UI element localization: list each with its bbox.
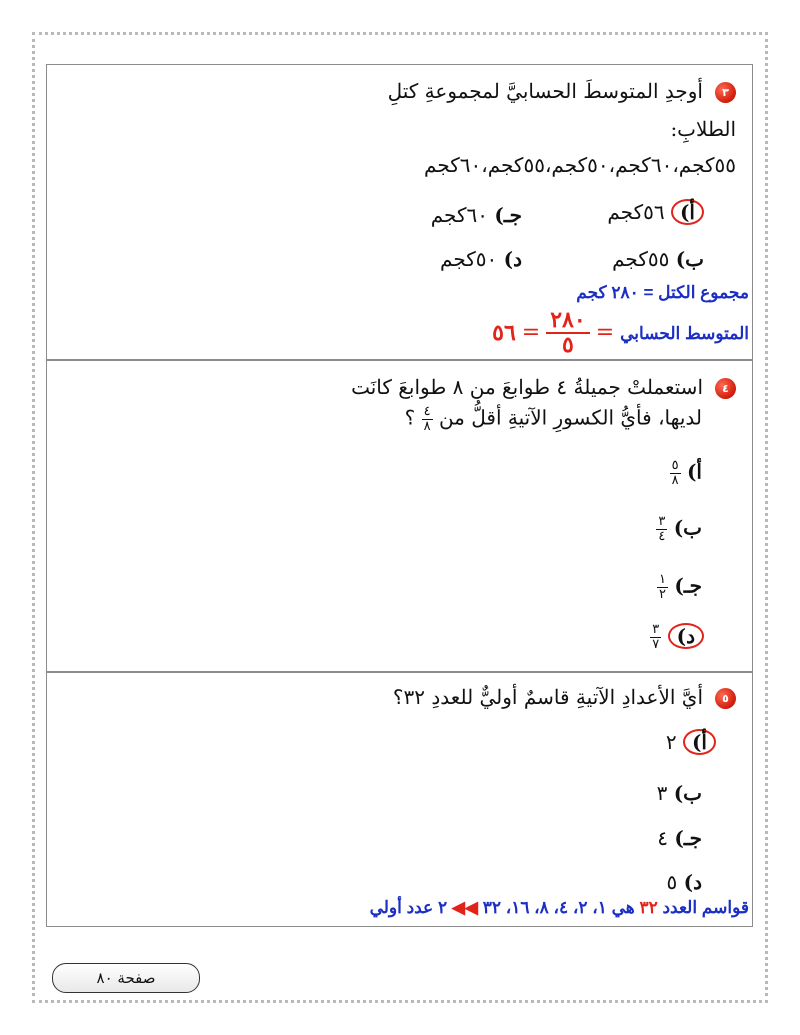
question-5-box [46,672,753,927]
q4-option-b[interactable]: ب) $\frac{٣}{٤}$ [658,514,702,544]
q5-line1: ٥أيَّ الأعدادِ الآتيةِ قاسمٌ أوليٌّ للعددِ ٣٢؟ [393,687,736,709]
q3-solution-mean: المتوسط الحسابي = ٢٨٠ ٥ = ٥٦ [492,307,749,359]
q3-option-b[interactable]: ب) ٥٥كجم [612,247,704,271]
answer-circle: د) [668,623,704,649]
q3-option-d[interactable]: د) ٥٠كجم [440,247,522,271]
page-number-tab: صفحة ٨٠ [52,963,200,993]
answer-circle: أ) [683,729,716,755]
q3-solution-sum: مجموع الكتل = ٢٨٠ كجم [576,283,749,302]
q5-option-a[interactable]: أ) ٢ [666,729,716,755]
q5-option-b[interactable]: ب) ٣ [656,781,702,805]
question-3-box [46,64,753,360]
q3-line2: الطلابِ: [670,117,736,141]
q5-option-j[interactable]: جـ) ٤ [657,826,702,850]
q5-option-d[interactable]: د) ٥ [666,870,702,894]
q3-option-j[interactable]: جـ) ٦٠كجم [430,203,522,227]
q5-solution-note: قواسم العدد ٣٢ هي ١، ٢، ٤، ٨، ١٦، ٣٢ ◀◀ ٢ عدد أولي [369,898,749,917]
double-arrow-icon: ◀◀ [451,898,478,917]
q3-line3: ٥٥كجم،٦٠كجم،٥٠كجم،٥٥كجم،٦٠كجم [424,153,736,177]
q3-number-badge: ٣ [715,82,736,103]
q4-line2: لديها، فأيُّ الكسورِ الآتيةِ أقلُّ من $\frac{٤}{٨}$ ؟ [404,404,702,434]
q5-number-badge: ٥ [715,688,736,709]
reference-fraction: $\frac{٤}{٨}$ [423,404,431,434]
q4-option-a[interactable]: أ) $\frac{٥}{٨}$ [671,458,702,488]
q4-line1: ٤استعملتْ جميلةُ ٤ طوابعَ من ٨ طوابعَ كانَت [351,377,736,399]
q4-option-d[interactable]: د) $\frac{٣}{٧}$ [650,623,704,652]
q4-option-j[interactable]: جـ) $\frac{١}{٢}$ [658,572,702,602]
q3-line1: ٣أوجدِ المتوسطَ الحسابيَّ لمجموعةِ كتلِ [388,81,736,103]
q4-number-badge: ٤ [715,378,736,399]
question-4-box [46,360,753,672]
answer-circle: أ) [671,199,704,225]
mean-fraction: ٢٨٠ ٥ [546,309,589,357]
q3-option-a[interactable]: أ) ٥٦كجم [607,199,704,225]
